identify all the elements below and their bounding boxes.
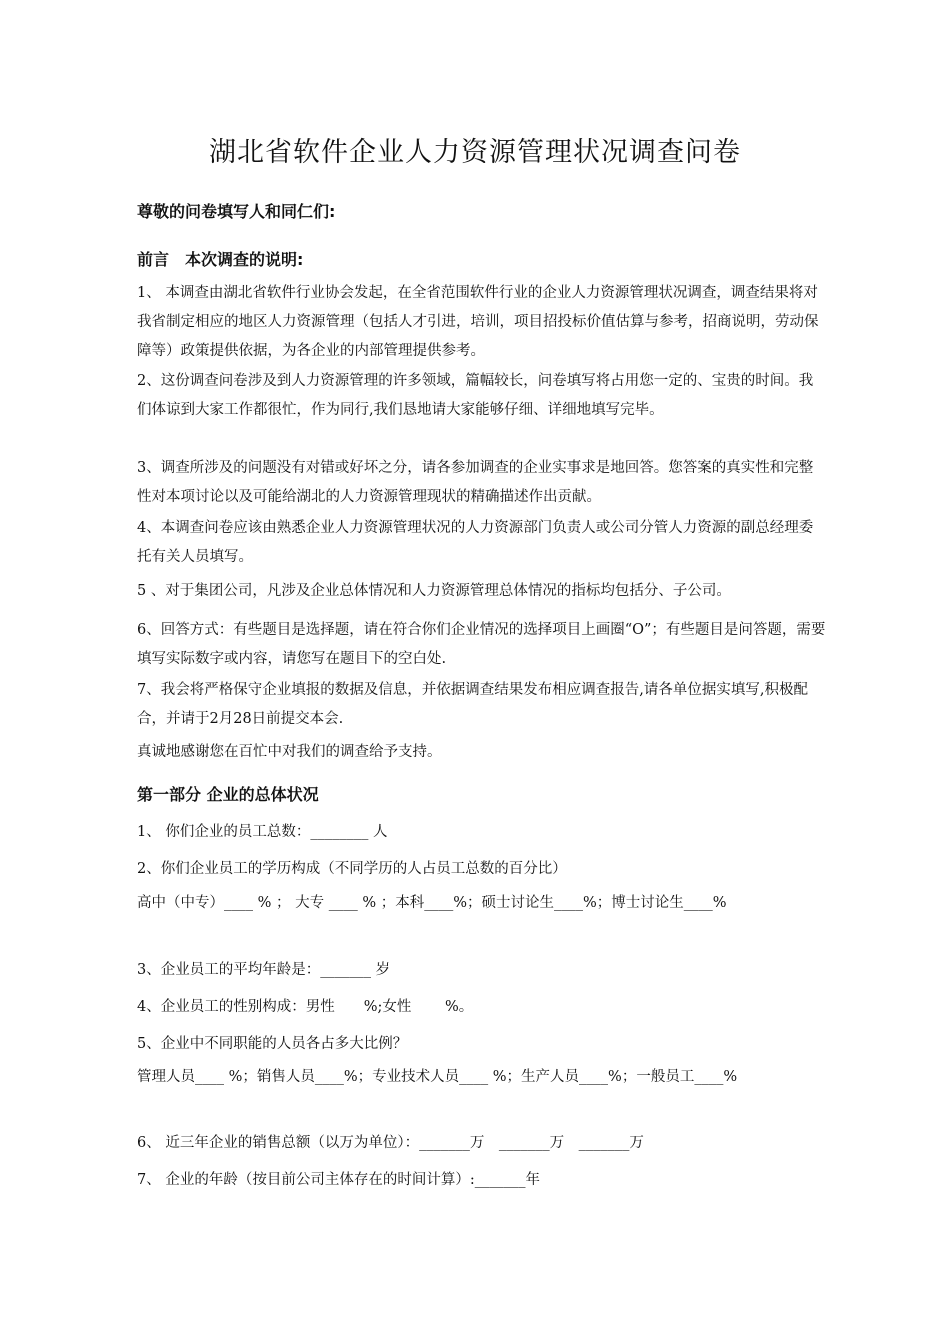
- question-7: 7、 企业的年龄（按目前公司主体存在的时间计算）:_______年: [137, 1172, 540, 1188]
- question-2: 2、你们企业员工的学历构成（不同学历的人占员工总数的百分比）: [137, 861, 567, 877]
- question-2-fill: 高中（中专）____ % ； 大专 ____ % ；本科____%；硕士讨论生____%；博士讨论生____%: [137, 895, 727, 911]
- preface-item-1: 1、 本调查由湖北省软件行业协会发起，在全省范围软件行业的企业人力资源管理状况调查，调查结果将对我省制定相应的地区人力资源管理（包括人才引进，培训，项目招投标价值估算与参考，招商说明，劳动保障等）政策提供依据，为各企业的内部管理提供参考。: [137, 285, 819, 359]
- preface-item-7: 7、我会将严格保守企业填报的数据及信息，并依据调查结果发布相应调查报告,请各单位据实填写,积极配合，并请于2月28日前提交本会.: [137, 682, 808, 727]
- document-title: 湖北省软件企业人力资源管理状况调查问卷: [209, 137, 741, 168]
- question-5-fill: 管理人员____ %；销售人员____%；专业技术人员____ %；生产人员____%；一般员工____%: [137, 1069, 738, 1085]
- preface-item-5: 5 、对于集团公司，凡涉及企业总体情况和人力资源管理总体情况的指标均包括分、子公司。: [137, 583, 731, 599]
- thanks-text: 真诚地感谢您在百忙中对我们的调查给予支持。: [137, 744, 442, 760]
- preface-item-3: 3、调查所涉及的问题没有对错或好坏之分，请各参加调查的企业实事求是地回答。您答案的真实性和完整性对本项讨论以及可能给湖北的人力资源管理现状的精确描述作出贡献。: [137, 460, 814, 505]
- question-6: 6、 近三年企业的销售总额（以万为单位）：_______万 _______万 _______万: [137, 1135, 644, 1151]
- question-4: 4、企业员工的性别构成：男性 %;女性 %。: [137, 999, 474, 1015]
- part1-heading: 第一部分 企业的总体状况: [137, 785, 319, 804]
- preface-item-2: 2、这份调查问卷涉及到人力资源管理的许多领域，篇幅较长，问卷填写将占用您一定的、宝贵的时间。我们体谅到大家工作都很忙，作为同行,我们恳地请大家能够仔细、详细地填写完毕。: [137, 373, 814, 418]
- question-5: 5、企业中不同职能的人员各占多大比例？: [137, 1036, 408, 1052]
- preface-heading: 前言 本次调查的说明:: [137, 250, 304, 269]
- preface-item-4: 4、本调查问卷应该由熟悉企业人力资源管理状况的人力资源部门负责人或公司分管人力资源的副总经理委托有关人员填写。: [137, 520, 814, 565]
- greeting-heading: 尊敬的问卷填写人和同仁们:: [137, 202, 336, 221]
- question-3: 3、企业员工的平均年龄是：_______ 岁: [137, 962, 391, 978]
- question-1: 1、 你们企业的员工总数：________ 人: [137, 824, 388, 840]
- preface-item-6: 6、回答方式：有些题目是选择题，请在符合你们企业情况的选择项目上画圈“O”；有些题目是问答题，需要填写实际数字或内容，请您写在题目下的空白处.: [137, 622, 826, 667]
